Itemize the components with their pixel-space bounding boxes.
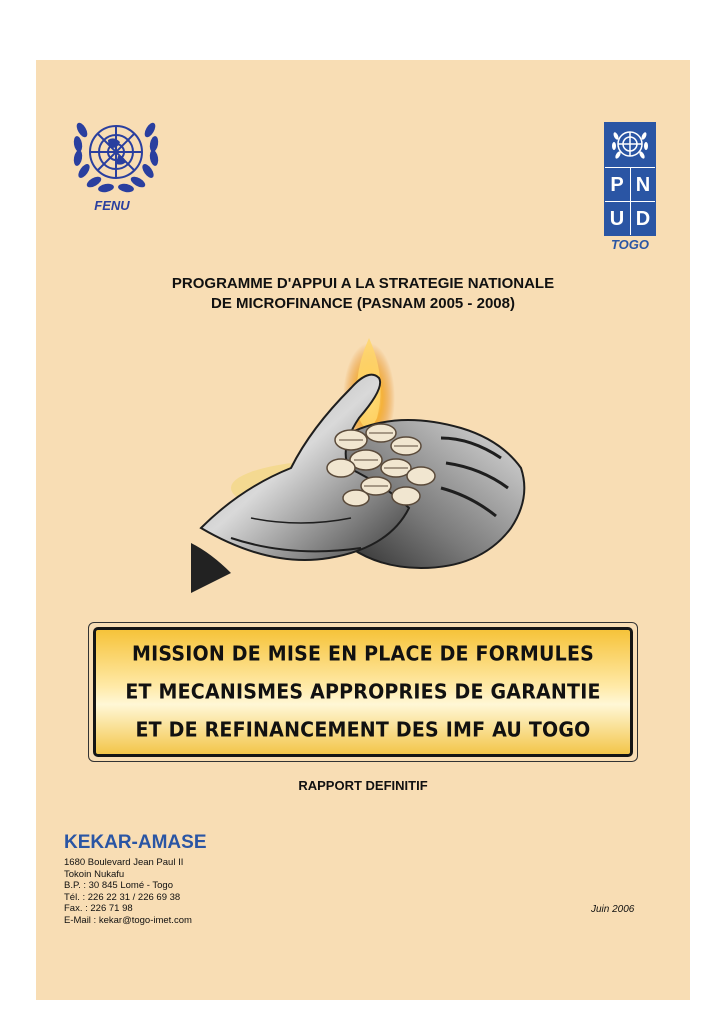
author-name: KEKAR-AMASE bbox=[64, 832, 207, 853]
undp-letter-d: D bbox=[635, 208, 651, 230]
report-title-line-1: MISSION DE MISE EN PLACE DE FORMULES bbox=[131, 642, 595, 666]
program-line-2: DE MICROFINANCE (PASNAM 2005 - 2008) bbox=[211, 295, 515, 312]
undp-letter-n: N bbox=[635, 174, 651, 196]
report-title-line-2: ET MECANISMES APPROPRIES DE GARANTIE bbox=[125, 680, 601, 704]
undp-letter-u: U bbox=[609, 208, 625, 230]
publication-date: Juin 2006 bbox=[591, 904, 635, 915]
fenu-label: FENU bbox=[94, 198, 130, 213]
address-line: Tokoin Nukafu bbox=[64, 868, 125, 880]
undp-country-label: TOGO bbox=[610, 237, 650, 252]
address-line: B.P. : 30 845 Lomé - Togo bbox=[64, 880, 173, 892]
address-line: 1680 Boulevard Jean Paul II bbox=[64, 857, 184, 868]
un-emblem-icon bbox=[68, 110, 164, 196]
undp-emblem-icon bbox=[604, 122, 656, 236]
program-line-1: PROGRAMME D'APPUI A LA STRATEGIE NATIONALE bbox=[171, 275, 555, 292]
fenu-logo bbox=[66, 110, 166, 213]
report-title-box bbox=[93, 627, 633, 757]
author-block bbox=[64, 832, 207, 927]
email-line: E-Mail : kekar@togo-imet.com bbox=[64, 914, 192, 926]
report-type-label: RAPPORT DEFINITIF bbox=[298, 778, 428, 793]
address-line: Tél. : 226 22 31 / 226 69 38 bbox=[64, 891, 181, 903]
cupped-hands-with-cowries-icon bbox=[191, 328, 551, 618]
cover-page bbox=[36, 60, 690, 1000]
undp-logo bbox=[604, 122, 656, 252]
program-heading bbox=[36, 274, 690, 314]
report-title-frame bbox=[88, 622, 638, 762]
address-line: Fax. : 226 71 98 bbox=[64, 903, 133, 915]
undp-letter-p: P bbox=[610, 174, 624, 196]
report-title-line-3: ET DE REFINANCEMENT DES IMF AU TOGO bbox=[135, 718, 591, 742]
